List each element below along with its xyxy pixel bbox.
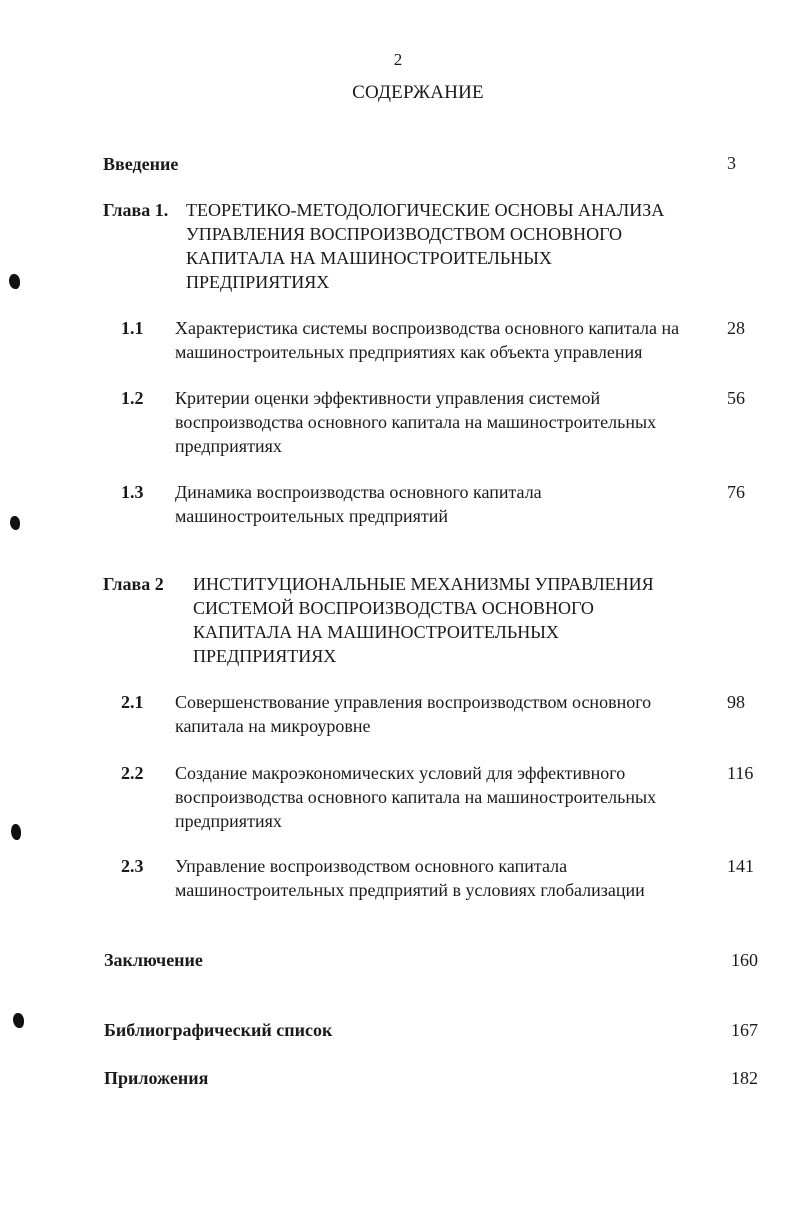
scan-mark — [10, 516, 20, 530]
section-title-line: машиностроительных предприятий — [175, 506, 449, 526]
chapter-title-line: УПРАВЛЕНИЯ ВОСПРОИЗВОДСТВОМ ОСНОВНОГО — [186, 224, 623, 244]
section-title — [175, 761, 720, 833]
page-title: СОДЕРЖАНИЕ — [352, 82, 484, 103]
chapter-label: Глава 1. — [103, 200, 169, 220]
section-number: 1.1 — [121, 318, 144, 338]
scan-mark — [13, 1013, 24, 1028]
chapter-title-line: СИСТЕМОЙ ВОСПРОИЗВОДСТВА ОСНОВНОГО — [193, 598, 594, 618]
chapter-title — [193, 572, 753, 668]
entry-page: 3 — [727, 153, 736, 173]
entry-page: 98 — [727, 692, 745, 712]
entry-page: 116 — [727, 763, 754, 783]
section-number: 1.3 — [121, 482, 144, 502]
section-title — [175, 480, 720, 528]
section-number: 2.1 — [121, 692, 144, 712]
entry-page: 76 — [727, 482, 745, 502]
page-number: 2 — [393, 50, 403, 69]
section-title-line: воспроизводства основного капитала на машиностроительных — [175, 412, 657, 432]
entry-label: Приложения — [104, 1068, 209, 1088]
entry-page: 160 — [731, 950, 758, 970]
scan-mark — [11, 824, 21, 840]
section-title-line: предприятиях — [175, 436, 282, 456]
section-title-line: капитала на микроуровне — [175, 716, 371, 736]
section-title-line: Создание макроэкономических условий для эффективного — [175, 763, 626, 783]
section-title-line: Динамика воспроизводства основного капитала — [175, 482, 542, 502]
section-title-line: Критерии оценки эффективности управления системой — [175, 388, 601, 408]
section-number: 2.2 — [121, 763, 144, 783]
section-title — [175, 386, 720, 458]
scan-mark — [9, 274, 20, 289]
chapter-title — [186, 198, 746, 294]
chapter-title-line: ИНСТИТУЦИОНАЛЬНЫЕ МЕХАНИЗМЫ УПРАВЛЕНИЯ — [193, 574, 654, 594]
chapter-title-line: КАПИТАЛА НА МАШИНОСТРОИТЕЛЬНЫХ — [193, 622, 559, 642]
chapter-title-line: ПРЕДПРИЯТИЯХ — [193, 646, 337, 666]
chapter-title-line: ПРЕДПРИЯТИЯХ — [186, 272, 330, 292]
section-title-line: машиностроительных предприятий в условиях глобализации — [175, 880, 645, 900]
chapter-label: Глава 2 — [103, 574, 164, 594]
entry-page: 182 — [731, 1068, 758, 1088]
section-number: 2.3 — [121, 856, 144, 876]
entry-label: Библиографический список — [104, 1020, 333, 1040]
chapter-title-line: ТЕОРЕТИКО-МЕТОДОЛОГИЧЕСКИЕ ОСНОВЫ АНАЛИЗА — [186, 200, 665, 220]
entry-page: 28 — [727, 318, 745, 338]
section-number: 1.2 — [121, 388, 144, 408]
entry-page: 56 — [727, 388, 745, 408]
entry-label: Введение — [103, 154, 179, 174]
section-title-line: машиностроительных предприятиях как объекта управления — [175, 342, 643, 362]
chapter-title-line: КАПИТАЛА НА МАШИНОСТРОИТЕЛЬНЫХ — [186, 248, 552, 268]
section-title — [175, 316, 735, 364]
section-title — [175, 690, 720, 738]
section-title — [175, 854, 720, 902]
entry-label: Заключение — [104, 950, 203, 970]
section-title-line: Совершенствование управления воспроизводством основного — [175, 692, 652, 712]
entry-page: 167 — [731, 1020, 758, 1040]
section-title-line: Управление воспроизводством основного капитала — [175, 856, 568, 876]
section-title-line: Характеристика системы воспроизводства основного капитала на — [175, 318, 680, 338]
section-title-line: воспроизводства основного капитала на машиностроительных — [175, 787, 657, 807]
entry-page: 141 — [727, 856, 754, 876]
section-title-line: предприятиях — [175, 811, 282, 831]
